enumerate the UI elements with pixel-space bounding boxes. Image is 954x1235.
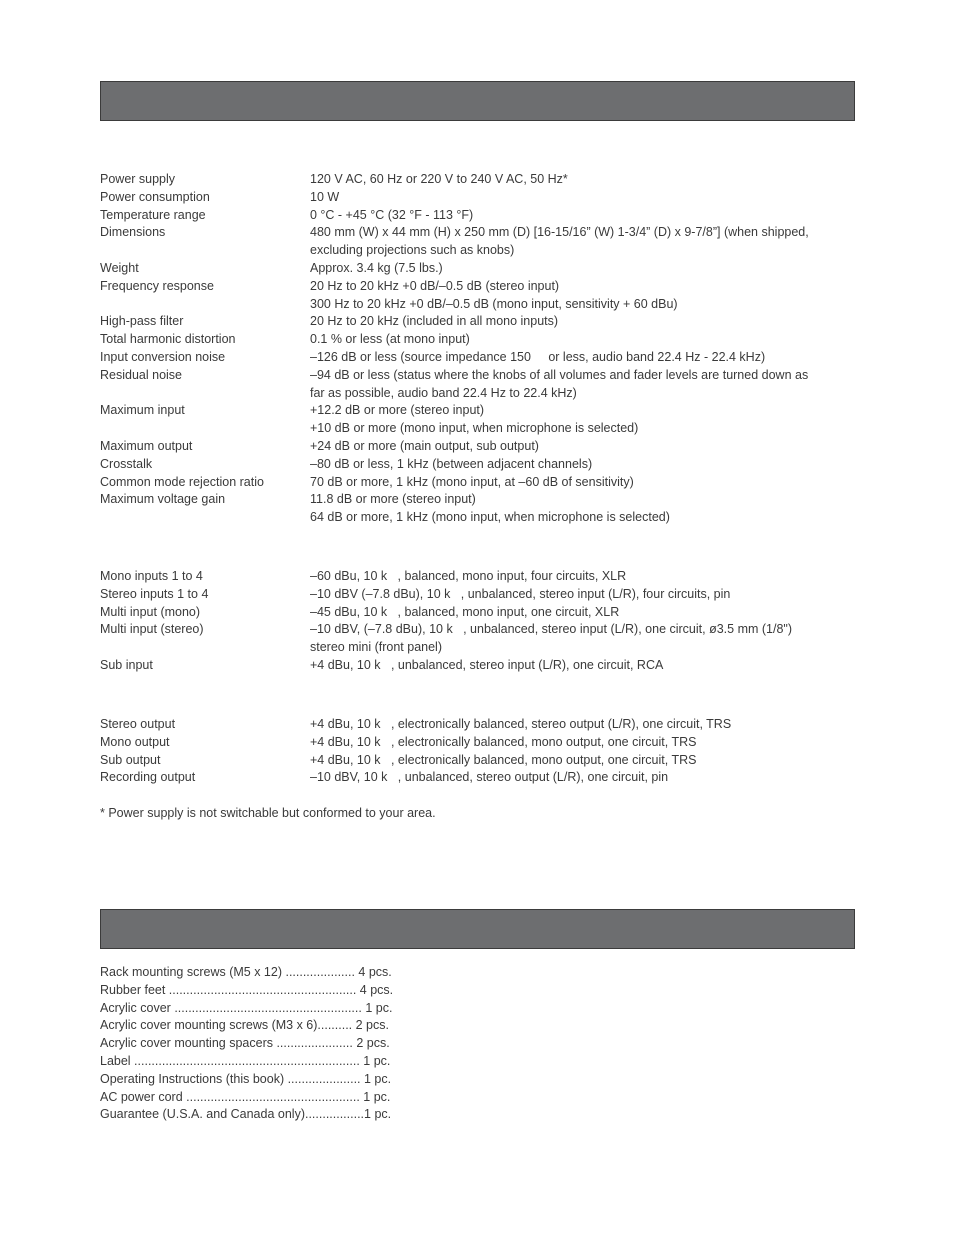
spec-row — [100, 331, 860, 349]
spec-value-line: –10 dBV, 10 k , unbalanced, stereo output (L/R), one circuit, pin — [310, 770, 669, 785]
spec-row — [100, 438, 860, 456]
spec-value-line: 120 V AC, 60 Hz or 220 V to 240 V AC, 50 Hz* — [310, 172, 568, 186]
spec-row — [100, 278, 860, 314]
spec-value-line: –45 dBu, 10 k , balanced, mono input, one circuit, XLR — [310, 604, 620, 619]
spec-label: Residual noise — [100, 367, 182, 382]
spec-value — [310, 331, 860, 349]
spec-row — [100, 349, 860, 367]
spec-value — [310, 171, 860, 189]
accessory-item: Rack mounting screws (M5 x 12) .................... 4 pcs. — [100, 965, 392, 979]
spec-value — [310, 716, 860, 734]
spec-value — [310, 769, 860, 787]
spec-value-line: 0 °C - +45 °C (32 °F - 113 °F) — [310, 207, 474, 222]
spec-value — [310, 491, 860, 527]
spec-row — [100, 769, 860, 787]
spec-row — [100, 604, 860, 622]
spec-value-line: 300 Hz to 20 kHz +0 dB/–0.5 dB (mono input, sensitivity + 60 dBu) — [310, 296, 678, 311]
spec-label: Mono inputs 1 to 4 — [100, 569, 203, 583]
spec-value — [310, 657, 860, 675]
spec-value — [310, 568, 860, 586]
spec-value-line: –80 dB or less, 1 kHz (between adjacent channels) — [310, 456, 593, 471]
spec-value-line: +24 dB or more (main output, sub output) — [310, 438, 539, 453]
spec-value — [310, 260, 860, 278]
spec-value — [310, 349, 860, 367]
spec-label: Stereo inputs 1 to 4 — [100, 586, 209, 601]
accessories-list — [100, 964, 860, 1124]
spec-row — [100, 586, 860, 604]
spec-value — [310, 586, 860, 604]
spec-value — [310, 207, 860, 225]
spec-row — [100, 491, 860, 527]
spec-value-line: +4 dBu, 10 k , unbalanced, stereo input (L/R), one circuit, RCA — [310, 657, 664, 672]
spec-label: High-pass filter — [100, 314, 184, 329]
outputs-specs-list — [100, 716, 860, 787]
spec-label: Maximum output — [100, 438, 193, 453]
spec-label: Weight — [100, 260, 139, 275]
spec-value — [310, 402, 860, 438]
spec-value — [310, 224, 860, 260]
spec-label: Total harmonic distortion — [100, 332, 236, 347]
spec-label: Stereo output — [100, 717, 176, 731]
spec-label: Power consumption — [100, 189, 210, 204]
spec-label: Power supply — [100, 172, 176, 186]
spec-value-line: far as possible, audio band 22.4 Hz to 22.4 kHz) — [310, 385, 577, 400]
specifications-header-bar — [100, 81, 855, 121]
spec-value — [310, 734, 860, 752]
spec-value — [310, 474, 860, 492]
spec-row — [100, 207, 860, 225]
spec-value-line: +4 dBu, 10 k , electronically balanced, mono output, one circuit, TRS — [310, 752, 697, 767]
spec-label: Frequency response — [100, 278, 214, 293]
spec-label: Multi input (mono) — [100, 604, 201, 619]
spec-row — [100, 260, 860, 278]
spec-label: Sub input — [100, 657, 153, 672]
inputs-specs-list — [100, 568, 860, 675]
spec-row — [100, 171, 860, 189]
spec-value-line: Approx. 3.4 kg (7.5 lbs.) — [310, 260, 443, 275]
spec-label: Temperature range — [100, 207, 206, 222]
spec-value — [310, 438, 860, 456]
accessory-item: Guarantee (U.S.A. and Canada only).................1 pc. — [100, 1107, 392, 1122]
accessories-header-bar — [100, 909, 855, 949]
spec-value-line: 11.8 dB or more (stereo input) — [310, 492, 476, 507]
spec-label: Crosstalk — [100, 456, 153, 471]
spec-value-line: 10 W — [310, 189, 340, 204]
spec-value — [310, 621, 860, 657]
spec-row — [100, 734, 860, 752]
spec-value-line: 480 mm (W) x 44 mm (H) x 250 mm (D) [16-15/16” (W) 1-3/4” (D) x 9-7/8”] (when shipped, — [310, 225, 809, 240]
spec-row — [100, 716, 860, 734]
spec-label: Input conversion noise — [100, 349, 226, 364]
spec-value-line: +12.2 dB or more (stereo input) — [310, 403, 485, 418]
power-supply-footnote: * Power supply is not switchable but conformed to your area. — [100, 806, 436, 820]
spec-row — [100, 621, 860, 657]
accessory-item: Acrylic cover ...................................................... 1 pc. — [100, 1000, 393, 1015]
accessory-item: Acrylic cover mounting spacers ...................... 2 pcs. — [100, 1036, 390, 1051]
accessory-item: Rubber feet ...................................................... 4 pcs. — [100, 982, 394, 997]
spec-value-line: –60 dBu, 10 k , balanced, mono input, four circuits, XLR — [310, 569, 627, 583]
accessory-item: AC power cord .................................................. 1 pc. — [100, 1089, 391, 1104]
spec-row — [100, 657, 860, 675]
spec-value-line: 64 dB or more, 1 kHz (mono input, when microphone is selected) — [310, 510, 670, 525]
spec-value-line: 20 Hz to 20 kHz +0 dB/–0.5 dB (stereo input) — [310, 278, 560, 293]
accessory-item: Acrylic cover mounting screws (M3 x 6).......... 2 pcs. — [100, 1018, 389, 1033]
spec-row — [100, 224, 860, 260]
spec-row — [100, 367, 860, 403]
spec-label: Dimensions — [100, 225, 166, 240]
spec-value — [310, 278, 860, 314]
spec-row — [100, 189, 860, 207]
spec-label: Common mode rejection ratio — [100, 474, 264, 489]
spec-value — [310, 604, 860, 622]
spec-value-line: 70 dB or more, 1 kHz (mono input, at –60 dB of sensitivity) — [310, 474, 634, 489]
spec-value-line: –10 dBV, (–7.8 dBu), 10 k , unbalanced, stereo input (L/R), one circuit, ø3.5 mm (1/8") — [310, 622, 793, 637]
spec-row — [100, 568, 860, 586]
spec-value-line: +4 dBu, 10 k , electronically balanced, mono output, one circuit, TRS — [310, 734, 697, 749]
spec-value-line: –126 dB or less (source impedance 150 or less, audio band 22.4 Hz - 22.4 kHz) — [310, 349, 766, 364]
spec-value-line: +10 dB or more (mono input, when microphone is selected) — [310, 421, 639, 436]
spec-value — [310, 752, 860, 770]
spec-row — [100, 456, 860, 474]
spec-value — [310, 367, 860, 403]
spec-label: Maximum input — [100, 403, 185, 418]
spec-row — [100, 752, 860, 770]
general-specs-list — [100, 171, 860, 527]
accessory-item: Label ................................................................. 1 pc. — [100, 1053, 391, 1068]
spec-value — [310, 189, 860, 207]
accessory-item: Operating Instructions (this book) ..................... 1 pc. — [100, 1071, 392, 1086]
spec-value — [310, 313, 860, 331]
spec-value-line: –94 dB or less (status where the knobs of all volumes and fader levels are turned down as — [310, 367, 809, 382]
spec-row — [100, 402, 860, 438]
spec-value-line: 0.1 % or less (at mono input) — [310, 332, 470, 347]
spec-value-line: excluding projections such as knobs) — [310, 243, 515, 258]
spec-value-line: 20 Hz to 20 kHz (included in all mono inputs) — [310, 314, 559, 329]
spec-label: Recording output — [100, 770, 196, 785]
spec-label: Maximum voltage gain — [100, 492, 226, 507]
spec-value-line: stereo mini (front panel) — [310, 640, 443, 655]
spec-label: Sub output — [100, 752, 161, 767]
spec-row — [100, 474, 860, 492]
spec-value-line: +4 dBu, 10 k , electronically balanced, stereo output (L/R), one circuit, TRS — [310, 717, 732, 731]
spec-value — [310, 456, 860, 474]
spec-label: Multi input (stereo) — [100, 622, 204, 637]
spec-label: Mono output — [100, 734, 170, 749]
spec-value-line: –10 dBV (–7.8 dBu), 10 k , unbalanced, stereo input (L/R), four circuits, pin — [310, 586, 731, 601]
spec-row — [100, 313, 860, 331]
